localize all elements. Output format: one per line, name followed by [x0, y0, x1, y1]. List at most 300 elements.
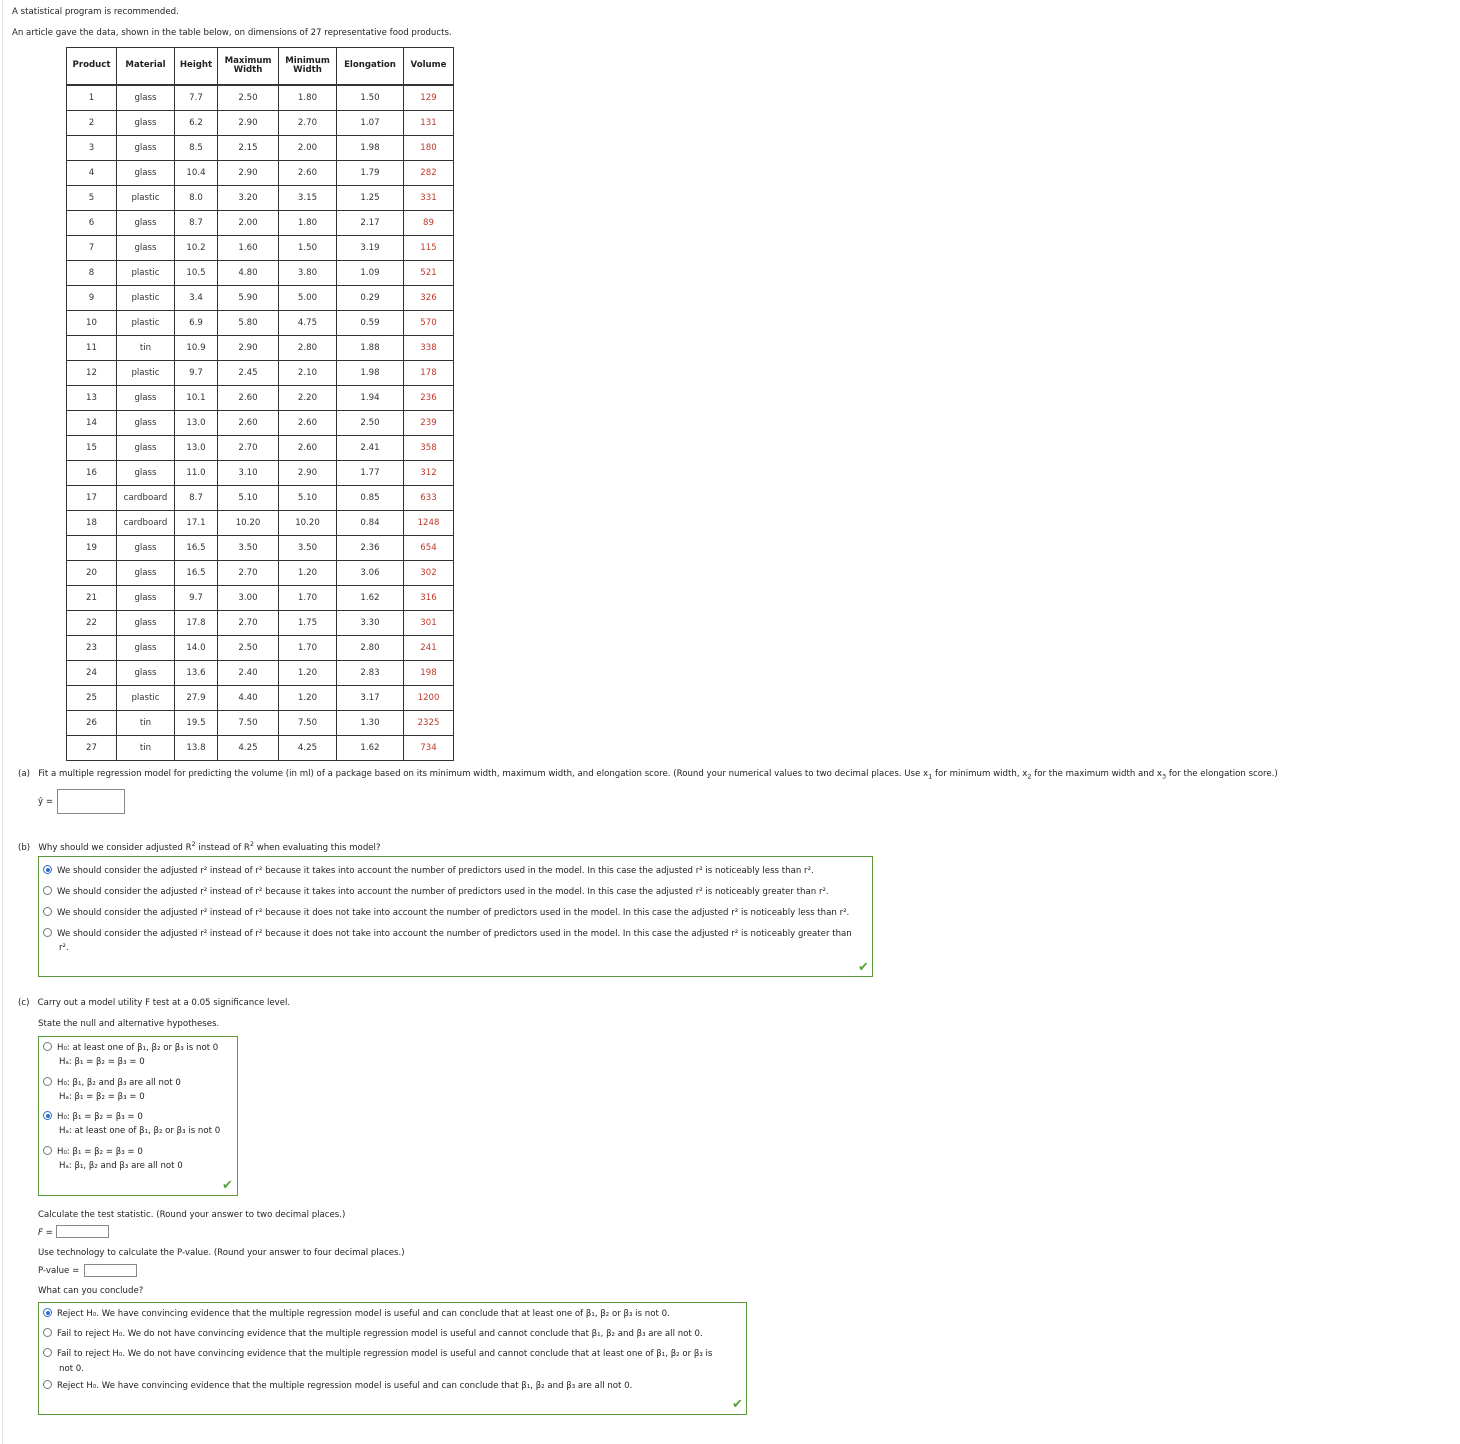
- table-cell: 3.10: [218, 461, 279, 486]
- table-cell: 20: [67, 561, 117, 586]
- table-cell: 1.25: [337, 186, 404, 211]
- checkmark-icon: ✔: [858, 960, 869, 975]
- intro-line-2: An article gave the data, shown in the table below, on dimensions of 27 representative food products.: [12, 28, 452, 38]
- table-cell: 4.25: [279, 736, 337, 761]
- table-cell: 2.90: [279, 461, 337, 486]
- table-row: [67, 736, 454, 761]
- table-cell: 21: [67, 586, 117, 611]
- table-cell: 7.7: [175, 85, 218, 111]
- table-cell: 1: [67, 85, 117, 111]
- table-cell: 1.07: [337, 111, 404, 136]
- table-cell: 3.20: [218, 186, 279, 211]
- table-cell: 1.77: [337, 461, 404, 486]
- table-cell: 3.30: [337, 611, 404, 636]
- table-cell: 2.36: [337, 536, 404, 561]
- conclude-text: What can you conclude?: [38, 1286, 144, 1296]
- table-cell: 4.80: [218, 261, 279, 286]
- table-header-row: [67, 48, 454, 86]
- table-cell: 1.70: [279, 586, 337, 611]
- table-cell: 10.20: [279, 511, 337, 536]
- table-cell: 2.50: [218, 636, 279, 661]
- ha-text: Hₐ: at least one of β₁, β₂ or β₃ is not 0: [59, 1126, 221, 1136]
- table-cell: plastic: [117, 311, 175, 336]
- col-header-maximum-width: Maximum Width: [218, 48, 279, 86]
- radio-icon[interactable]: [43, 907, 52, 916]
- option-text: We should consider the adjusted r² instead of r² because it takes into account the number of predictors used in the model. In this case the adjusted r² is noticeably greater than r².: [57, 887, 829, 897]
- table-cell: plastic: [117, 261, 175, 286]
- option-text: Fail to reject H₀. We do not have convincing evidence that the multiple regression model is useful and cannot conclude that β₁, β₂ and β₃ are all not 0.: [57, 1329, 703, 1339]
- table-cell: 2.60: [218, 411, 279, 436]
- table-cell: 654: [404, 536, 454, 561]
- table-cell: plastic: [117, 361, 175, 386]
- checkmark-icon: ✔: [732, 1397, 743, 1412]
- table-row: [67, 611, 454, 636]
- table-cell: 10.9: [175, 336, 218, 361]
- part-b-option-3[interactable]: [43, 908, 849, 918]
- radio-icon[interactable]: [43, 1348, 52, 1357]
- table-row: [67, 236, 454, 261]
- table-cell: 3.17: [337, 686, 404, 711]
- table-cell: cardboard: [117, 486, 175, 511]
- table-cell: 6: [67, 211, 117, 236]
- table-row: [67, 111, 454, 136]
- table-cell: 19: [67, 536, 117, 561]
- table-cell: 0.85: [337, 486, 404, 511]
- table-cell: 2.83: [337, 661, 404, 686]
- table-cell: 1.50: [279, 236, 337, 261]
- table-cell: glass: [117, 536, 175, 561]
- table-row: [67, 85, 454, 111]
- table-cell: 11: [67, 336, 117, 361]
- conclusion-option-3[interactable]: [43, 1349, 712, 1359]
- table-row: [67, 511, 454, 536]
- table-cell: 3.06: [337, 561, 404, 586]
- table-cell: 2: [67, 111, 117, 136]
- table-cell: 570: [404, 311, 454, 336]
- table-cell: 8.0: [175, 186, 218, 211]
- table-row: [67, 161, 454, 186]
- table-cell: 5.10: [279, 486, 337, 511]
- table-cell: 25: [67, 686, 117, 711]
- table-cell: glass: [117, 561, 175, 586]
- table-cell: glass: [117, 386, 175, 411]
- checkmark-icon: ✔: [222, 1178, 233, 1193]
- table-cell: 17: [67, 486, 117, 511]
- table-row: [67, 261, 454, 286]
- table-cell: tin: [117, 736, 175, 761]
- table-cell: 312: [404, 461, 454, 486]
- table-cell: 301: [404, 611, 454, 636]
- part-b-option-2[interactable]: [43, 887, 829, 897]
- table-cell: 19.5: [175, 711, 218, 736]
- table-cell: 8.7: [175, 486, 218, 511]
- part-b-answer-panel: [38, 856, 873, 977]
- table-cell: 9.7: [175, 586, 218, 611]
- table-cell: 1.70: [279, 636, 337, 661]
- table-cell: glass: [117, 611, 175, 636]
- table-cell: 1.60: [218, 236, 279, 261]
- table-cell: 282: [404, 161, 454, 186]
- table-cell: 5.10: [218, 486, 279, 511]
- part-a-text-2: for minimum width, x: [932, 769, 1028, 779]
- table-cell: 2325: [404, 711, 454, 736]
- table-cell: 358: [404, 436, 454, 461]
- table-cell: glass: [117, 136, 175, 161]
- table-cell: 180: [404, 136, 454, 161]
- conclusion-option-1[interactable]: [43, 1309, 670, 1319]
- table-cell: 2.15: [218, 136, 279, 161]
- table-cell: 178: [404, 361, 454, 386]
- table-cell: 2.90: [218, 161, 279, 186]
- table-cell: 9: [67, 286, 117, 311]
- option-text: We should consider the adjusted r² instead of r² because it does not take into account the number of predictors used in the model. In this case the adjusted r² is noticeably less than r².: [57, 908, 850, 918]
- table-cell: 1.98: [337, 361, 404, 386]
- yhat-input[interactable]: [57, 789, 125, 814]
- table-cell: 10.5: [175, 261, 218, 286]
- table-cell: 1.88: [337, 336, 404, 361]
- f-label: F =: [38, 1228, 53, 1238]
- table-row: [67, 361, 454, 386]
- radio-icon[interactable]: [43, 1042, 52, 1051]
- table-cell: glass: [117, 436, 175, 461]
- sub-1: 1: [928, 772, 933, 781]
- radio-icon[interactable]: [43, 1328, 52, 1337]
- table-cell: 3: [67, 136, 117, 161]
- table-cell: 316: [404, 586, 454, 611]
- table-cell: 2.60: [279, 411, 337, 436]
- table-cell: 16.5: [175, 536, 218, 561]
- table-cell: 3.50: [218, 536, 279, 561]
- p-text: Use technology to calculate the P-value. (Round your answer to four decimal places.): [38, 1248, 405, 1258]
- table-cell: 1.20: [279, 661, 337, 686]
- table-cell: 13.8: [175, 736, 218, 761]
- table-cell: plastic: [117, 186, 175, 211]
- table-cell: 14.0: [175, 636, 218, 661]
- part-b-option-1[interactable]: [43, 866, 814, 876]
- table-cell: 10.4: [175, 161, 218, 186]
- table-row: [67, 411, 454, 436]
- table-row: [67, 561, 454, 586]
- table-cell: glass: [117, 586, 175, 611]
- table-cell: 23: [67, 636, 117, 661]
- table-cell: 17.1: [175, 511, 218, 536]
- conclusion-option-4[interactable]: [43, 1381, 632, 1391]
- table-cell: 10.1: [175, 386, 218, 411]
- table-cell: 3.4: [175, 286, 218, 311]
- radio-icon[interactable]: [43, 928, 52, 937]
- table-cell: 3.19: [337, 236, 404, 261]
- hypothesis-option-4[interactable]: [43, 1147, 143, 1157]
- table-cell: 13: [67, 386, 117, 411]
- table-cell: 12: [67, 361, 117, 386]
- f-statistic-input[interactable]: [56, 1225, 109, 1238]
- table-cell: 10.2: [175, 236, 218, 261]
- table-cell: 8.7: [175, 211, 218, 236]
- calc-text: Calculate the test statistic. (Round your answer to two decimal places.): [38, 1210, 346, 1220]
- table-cell: glass: [117, 85, 175, 111]
- sup-2: 2: [249, 840, 254, 848]
- table-cell: glass: [117, 661, 175, 686]
- table-cell: 4.25: [218, 736, 279, 761]
- hypotheses-panel: [38, 1036, 238, 1196]
- table-row: [67, 136, 454, 161]
- table-cell: 2.10: [279, 361, 337, 386]
- table-cell: 326: [404, 286, 454, 311]
- table-cell: 331: [404, 186, 454, 211]
- part-a-label: (a): [18, 769, 30, 779]
- table-row: [67, 386, 454, 411]
- table-cell: 2.50: [337, 411, 404, 436]
- col-header-height: Height: [175, 48, 218, 86]
- table-cell: 2.50: [218, 85, 279, 111]
- table-cell: 6.2: [175, 111, 218, 136]
- table-cell: 734: [404, 736, 454, 761]
- option-4-continuation: r².: [59, 943, 69, 953]
- table-cell: glass: [117, 411, 175, 436]
- part-b-question: [18, 840, 381, 853]
- table-cell: 4.40: [218, 686, 279, 711]
- intro-line-1: A statistical program is recommended.: [12, 7, 179, 17]
- option-text: We should consider the adjusted r² instead of r² because it does not take into account the number of predictors used in the model. In this case the adjusted r² is noticeably greater than: [57, 929, 852, 939]
- radio-icon[interactable]: [43, 1077, 52, 1086]
- part-a-question: [18, 769, 1278, 781]
- part-a-text-3: for the maximum width and x: [1031, 769, 1163, 779]
- table-cell: 131: [404, 111, 454, 136]
- part-b-label: (b): [18, 842, 31, 853]
- table-cell: 13.0: [175, 436, 218, 461]
- col-header-elongation: Elongation: [337, 48, 404, 86]
- table-cell: 5.90: [218, 286, 279, 311]
- table-cell: 11.0: [175, 461, 218, 486]
- table-cell: 0.84: [337, 511, 404, 536]
- table-cell: 3.00: [218, 586, 279, 611]
- table-cell: 1.80: [279, 85, 337, 111]
- table-cell: glass: [117, 111, 175, 136]
- table-cell: 18: [67, 511, 117, 536]
- part-c-label: (c): [18, 998, 30, 1008]
- table-cell: 633: [404, 486, 454, 511]
- radio-selected-icon[interactable]: [43, 1111, 52, 1120]
- table-cell: 1.20: [279, 561, 337, 586]
- table-cell: 5: [67, 186, 117, 211]
- table-cell: 1.94: [337, 386, 404, 411]
- conclusion-option-2[interactable]: [43, 1329, 703, 1339]
- part-b-q2: instead of R: [195, 842, 250, 853]
- table-cell: 521: [404, 261, 454, 286]
- table-cell: 1.79: [337, 161, 404, 186]
- part-b-q1: Why should we consider adjusted R: [38, 842, 192, 853]
- table-cell: 5.00: [279, 286, 337, 311]
- hypothesis-option-2[interactable]: [43, 1078, 181, 1088]
- table-cell: 2.90: [218, 111, 279, 136]
- table-cell: 17.8: [175, 611, 218, 636]
- table-cell: 1.09: [337, 261, 404, 286]
- table-cell: cardboard: [117, 511, 175, 536]
- table-cell: 2.70: [218, 436, 279, 461]
- ha-text: Hₐ: β₁ = β₂ = β₃ = 0: [59, 1092, 145, 1102]
- table-cell: 1.75: [279, 611, 337, 636]
- part-a-text-1: Fit a multiple regression model for predicting the volume (in ml) of a package based on its minimum width, maximum width, and elongation score. (Round your numerical values to two decimal places. Use x: [38, 769, 929, 779]
- table-cell: glass: [117, 461, 175, 486]
- h0-text: H₀: β₁ = β₂ = β₃ = 0: [57, 1112, 143, 1122]
- part-b-option-4[interactable]: [43, 929, 852, 939]
- table-cell: 2.60: [279, 161, 337, 186]
- col-header-product: Product: [67, 48, 117, 86]
- table-cell: 13.0: [175, 411, 218, 436]
- table-cell: 2.70: [218, 611, 279, 636]
- table-cell: 0.29: [337, 286, 404, 311]
- table-cell: 1200: [404, 686, 454, 711]
- ha-text: Hₐ: β₁ = β₂ = β₃ = 0: [59, 1057, 145, 1067]
- table-cell: glass: [117, 211, 175, 236]
- table-cell: 198: [404, 661, 454, 686]
- table-cell: 0.59: [337, 311, 404, 336]
- table-row: [67, 461, 454, 486]
- part-b-q3: when evaluating this model?: [253, 842, 381, 853]
- table-cell: 2.00: [218, 211, 279, 236]
- table-cell: 10: [67, 311, 117, 336]
- h0-text: H₀: β₁, β₂ and β₃ are all not 0: [57, 1078, 181, 1088]
- table-row: [67, 211, 454, 236]
- table-cell: 14: [67, 411, 117, 436]
- table-cell: 26: [67, 711, 117, 736]
- table-cell: 236: [404, 386, 454, 411]
- table-cell: 2.20: [279, 386, 337, 411]
- table-cell: plastic: [117, 686, 175, 711]
- data-table: [66, 47, 454, 761]
- table-cell: 2.40: [218, 661, 279, 686]
- hypothesis-option-3[interactable]: [43, 1112, 143, 1122]
- table-row: [67, 311, 454, 336]
- table-row: [67, 636, 454, 661]
- table-cell: 2.70: [218, 561, 279, 586]
- table-cell: tin: [117, 711, 175, 736]
- table-row: [67, 186, 454, 211]
- radio-icon[interactable]: [43, 886, 52, 895]
- table-cell: 1.62: [337, 736, 404, 761]
- yhat-label: ŷ =: [38, 797, 54, 807]
- table-row: [67, 586, 454, 611]
- table-cell: 115: [404, 236, 454, 261]
- table-cell: 16: [67, 461, 117, 486]
- conclusion-panel: [38, 1302, 747, 1415]
- table-cell: 7: [67, 236, 117, 261]
- table-cell: 89: [404, 211, 454, 236]
- sup-1: 2: [191, 840, 196, 848]
- option-text: Reject H₀. We have convincing evidence that the multiple regression model is useful and can conclude that at least one of β₁, β₂ or β₃ is not 0.: [57, 1309, 670, 1319]
- table-cell: 2.00: [279, 136, 337, 161]
- table-cell: 338: [404, 336, 454, 361]
- radio-icon[interactable]: [43, 1380, 52, 1389]
- table-row: [67, 436, 454, 461]
- sub-3: 3: [1162, 772, 1167, 781]
- table-cell: 5.80: [218, 311, 279, 336]
- radio-icon[interactable]: [43, 1146, 52, 1155]
- table-cell: 9.7: [175, 361, 218, 386]
- col-header-material: Material: [117, 48, 175, 86]
- ha-text: Hₐ: β₁, β₂ and β₃ are all not 0: [59, 1161, 183, 1171]
- table-cell: 8.5: [175, 136, 218, 161]
- sub-2: 2: [1027, 772, 1032, 781]
- table-cell: 2.41: [337, 436, 404, 461]
- table-cell: 1.50: [337, 85, 404, 111]
- table-cell: 24: [67, 661, 117, 686]
- table-row: [67, 536, 454, 561]
- table-cell: 4.75: [279, 311, 337, 336]
- table-cell: glass: [117, 161, 175, 186]
- table-cell: 2.80: [279, 336, 337, 361]
- table-cell: 302: [404, 561, 454, 586]
- table-row: [67, 661, 454, 686]
- table-row: [67, 286, 454, 311]
- table-row: [67, 711, 454, 736]
- table-cell: 1248: [404, 511, 454, 536]
- part-c-intro-text: Carry out a model utility F test at a 0.05 significance level.: [37, 998, 291, 1008]
- table-cell: 239: [404, 411, 454, 436]
- table-cell: 2.45: [218, 361, 279, 386]
- table-cell: 2.70: [279, 111, 337, 136]
- radio-selected-icon[interactable]: [43, 1308, 52, 1317]
- table-cell: plastic: [117, 286, 175, 311]
- table-cell: 27.9: [175, 686, 218, 711]
- part-c-state: State the null and alternative hypotheses.: [38, 1019, 220, 1029]
- table-cell: 2.80: [337, 636, 404, 661]
- h0-text: H₀: β₁ = β₂ = β₃ = 0: [57, 1147, 143, 1157]
- table-cell: 1.20: [279, 686, 337, 711]
- table-cell: 2.60: [279, 436, 337, 461]
- table-cell: 22: [67, 611, 117, 636]
- col-header-volume: Volume: [404, 48, 454, 86]
- part-c-intro: [18, 998, 290, 1008]
- table-cell: 2.17: [337, 211, 404, 236]
- table-cell: 8: [67, 261, 117, 286]
- option-3-continuation: not 0.: [59, 1364, 85, 1374]
- table-cell: 13.6: [175, 661, 218, 686]
- table-row: [67, 686, 454, 711]
- table-cell: glass: [117, 636, 175, 661]
- radio-selected-icon[interactable]: [43, 865, 52, 874]
- table-cell: 129: [404, 85, 454, 111]
- table-cell: 15: [67, 436, 117, 461]
- table-cell: 1.98: [337, 136, 404, 161]
- table-row: [67, 336, 454, 361]
- table-cell: 4: [67, 161, 117, 186]
- p-value-input[interactable]: [84, 1264, 137, 1277]
- table-cell: 1.80: [279, 211, 337, 236]
- h0-text: H₀: at least one of β₁, β₂ or β₃ is not 0: [57, 1043, 219, 1053]
- part-a-text-4: for the elongation score.): [1166, 769, 1278, 779]
- table-cell: 1.30: [337, 711, 404, 736]
- left-border: [2, 0, 3, 1444]
- option-text: Reject H₀. We have convincing evidence that the multiple regression model is useful and can conclude that β₁, β₂ and β₃ are all not 0.: [57, 1381, 633, 1391]
- table-row: [67, 486, 454, 511]
- hypothesis-option-1[interactable]: [43, 1043, 218, 1053]
- table-cell: 3.50: [279, 536, 337, 561]
- table-cell: 16.5: [175, 561, 218, 586]
- option-text: We should consider the adjusted r² instead of r² because it takes into account the number of predictors used in the model. In this case the adjusted r² is noticeably less than r².: [57, 866, 814, 876]
- table-cell: 27: [67, 736, 117, 761]
- table-cell: 10.20: [218, 511, 279, 536]
- table-cell: 2.90: [218, 336, 279, 361]
- table-cell: tin: [117, 336, 175, 361]
- col-header-minimum-width: Minimum Width: [279, 48, 337, 86]
- table-cell: 1.62: [337, 586, 404, 611]
- table-cell: 2.60: [218, 386, 279, 411]
- table-cell: 3.15: [279, 186, 337, 211]
- table-cell: 3.80: [279, 261, 337, 286]
- table-cell: 7.50: [218, 711, 279, 736]
- table-cell: glass: [117, 236, 175, 261]
